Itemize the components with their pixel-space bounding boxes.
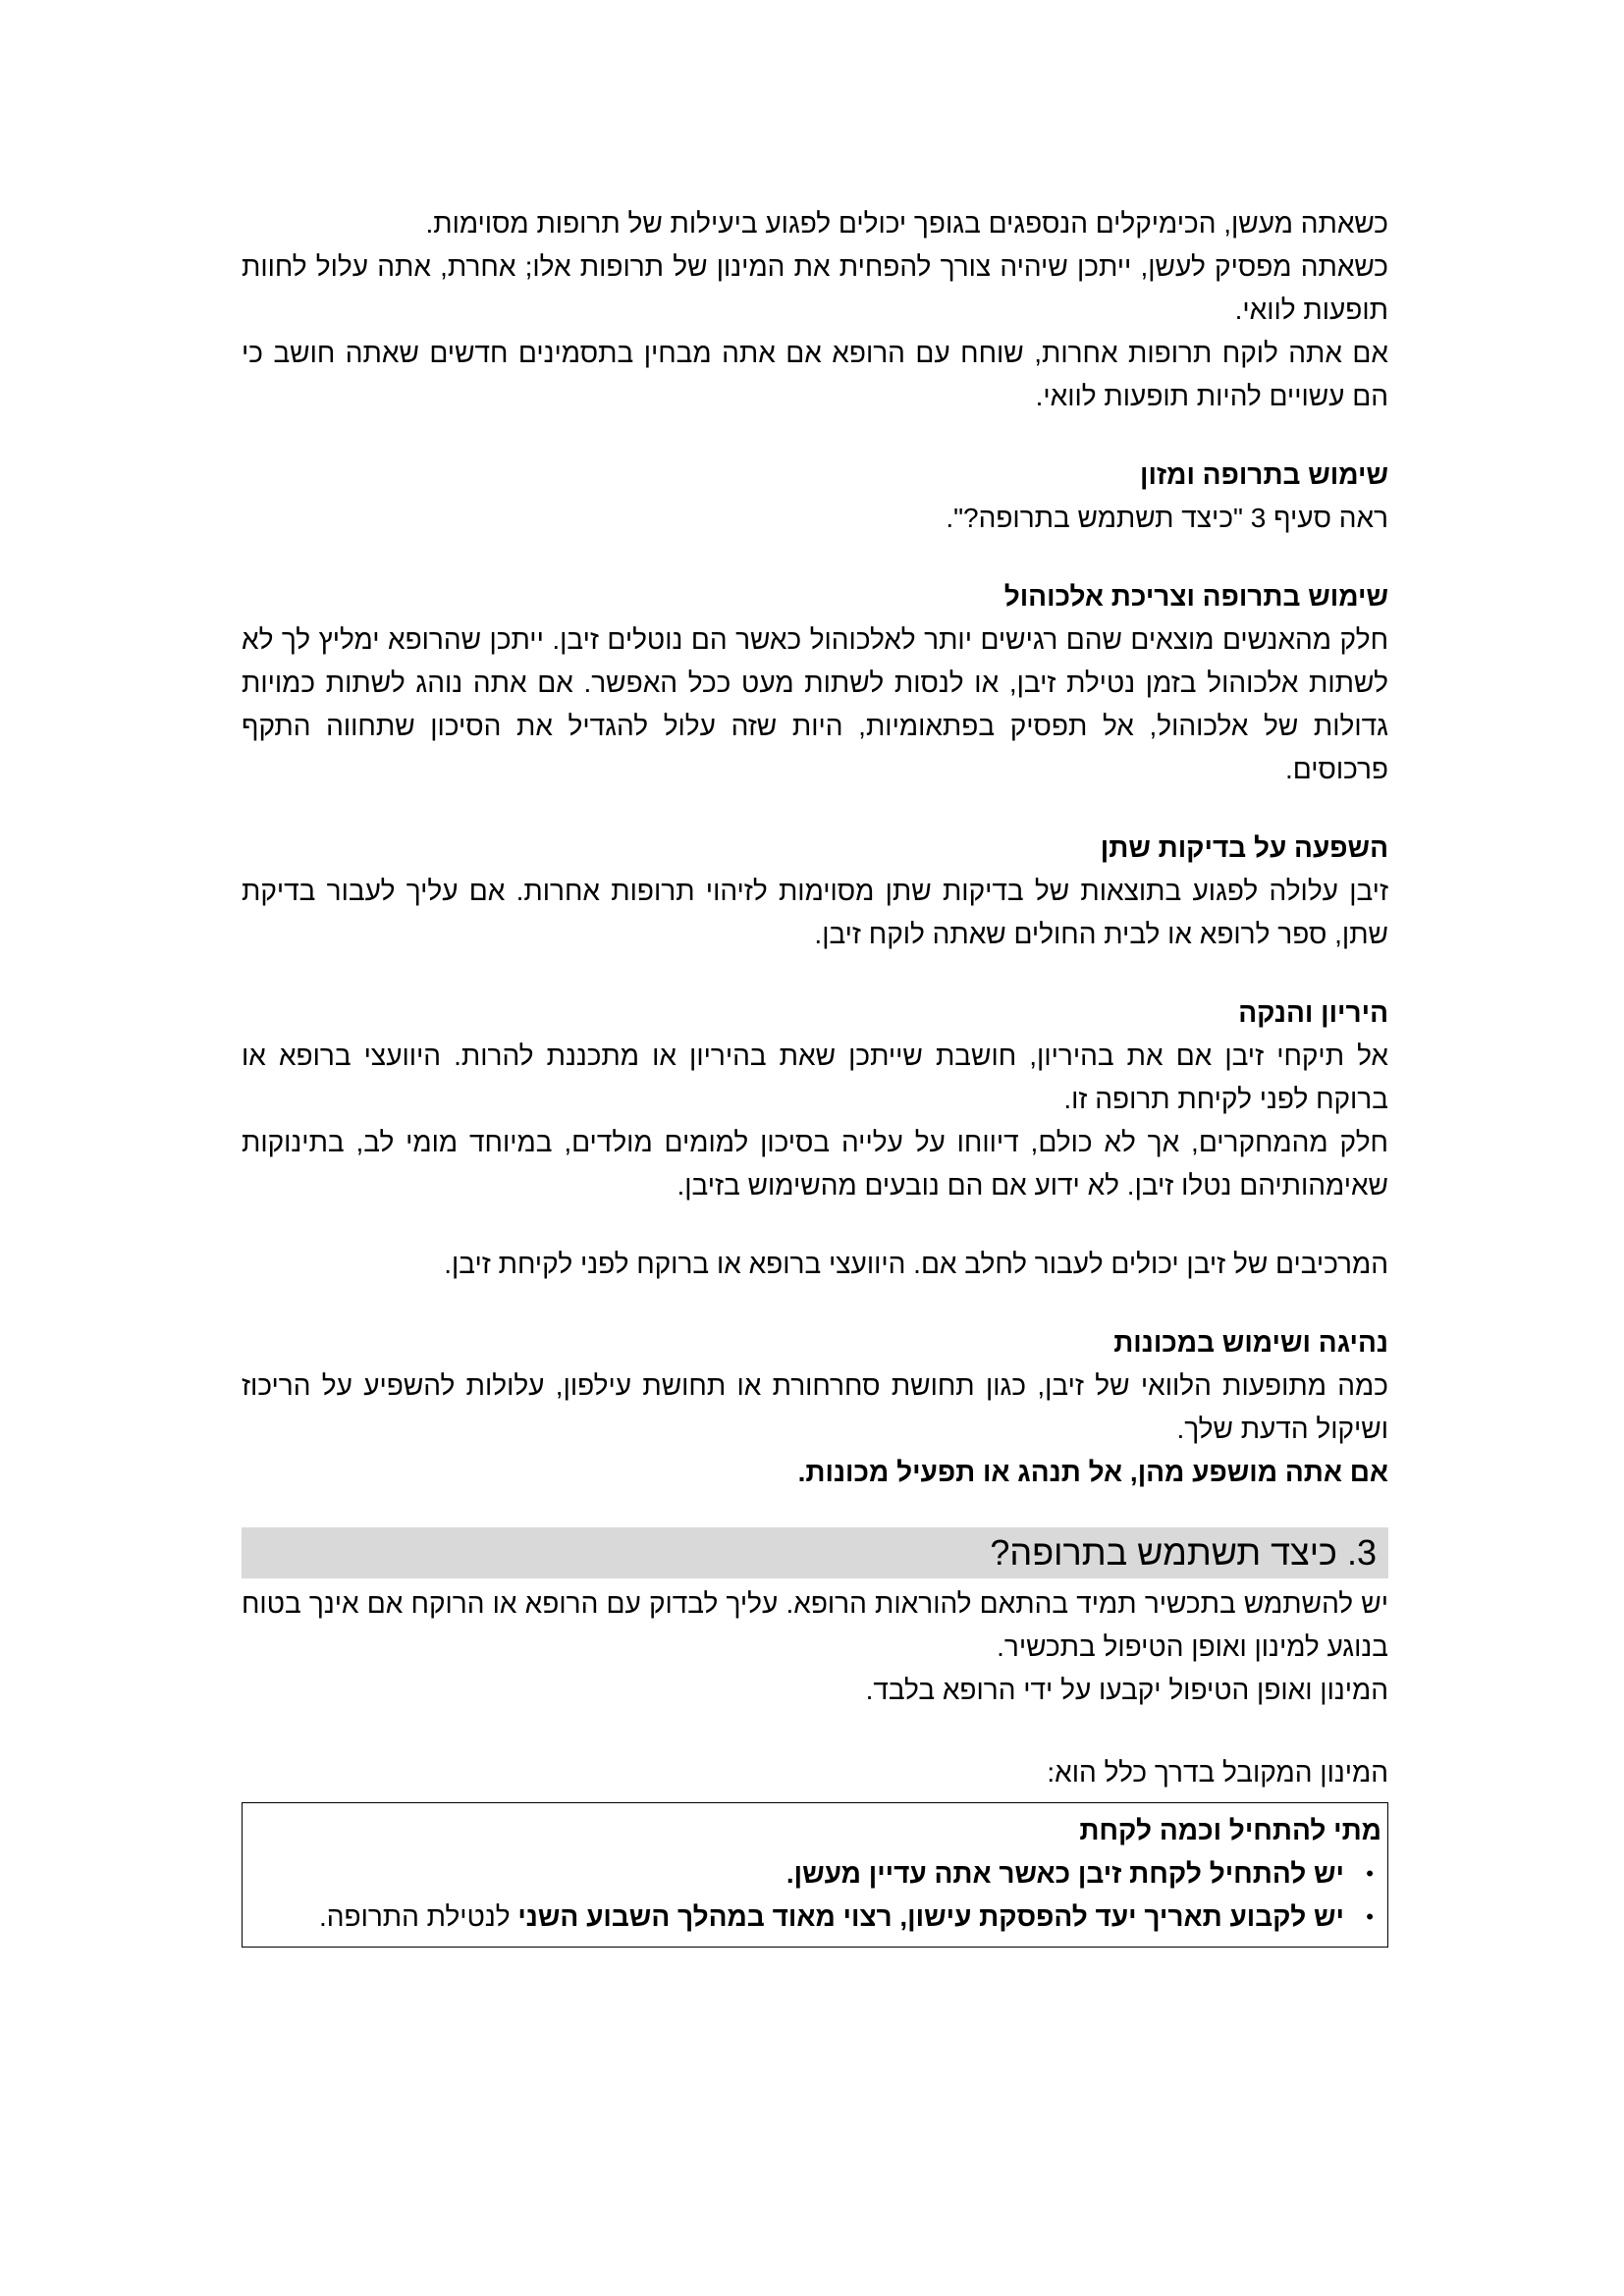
section-3-paragraph-1: יש להשתמש בתכשיר תמיד בהתאם להוראות הרופא. עליך לבדוק עם הרופא או הרוקח אם אינך בטוח בנוגע למינון ואופן הטיפול בתכשיר. <box>242 1588 1388 1662</box>
intro-paragraph-3: אם אתה לוקח תרופות אחרות, שוחח עם הרופא אם אתה מבחין בתסמינים חדשים שאתה חושב כי הם עשויים להיות תופעות לוואי. <box>242 338 1388 411</box>
driving-heading: נהיגה ושימוש במכונות <box>1113 1327 1388 1358</box>
dosage-item-2-rest: לנטילת התרופה. <box>318 1901 518 1932</box>
food-heading: שימוש בתרופה ומזון <box>1140 459 1388 490</box>
dosage-list <box>246 1852 1381 1939</box>
section-3-header <box>242 1527 1388 1578</box>
urine-test-heading: השפעה על בדיקות שתן <box>1100 832 1388 863</box>
food-text: ראה סעיף 3 "כיצד תשתמש בתרופה?". <box>946 503 1388 533</box>
section-3-title: 3. כיצד תשתמש בתרופה? <box>990 1532 1377 1573</box>
dosage-item-1: יש להתחיל לקחת זיבן כאשר אתה עדיין מעשן. <box>785 1858 1344 1889</box>
dosage-box <box>242 1802 1388 1948</box>
alcohol-text: חלק מהאנשים מוצאים שהם רגישים יותר לאלכוהול כאשר הם נוטלים זיבן. ייתכן שהרופא ימליץ לך לא לשתות אלכוהול בזמן נטילת זיבן, או לנסות לשתות מעט ככל האפשר. אם אתה נוהג לשתות כמויות גדולות של אלכוהול, אל תפסיק בפתאומיות, היות שזה עלול להגדיל את הסיכון שתחווה התקף פרכוסים. <box>242 624 1388 784</box>
pregnancy-heading: היריון והנקה <box>1238 997 1388 1028</box>
alcohol-heading: שימוש בתרופה וצריכת אלכוהול <box>1003 581 1388 612</box>
pregnancy-paragraph-2: חלק מהמחקרים, אך לא כולם, דיווחו על עלייה בסיכון למומים מולדים, במיוחד מומי לב, בתינוקות שאימהותיהם נטלו זיבן. לא ידוע אם הם נובעים מהשימוש בזיבן. <box>242 1127 1388 1201</box>
pregnancy-paragraph-1: אל תיקחי זיבן אם את בהיריון, חושבת שייתכן שאת בהיריון או מתכננת להרות. היוועצי ברופא או ברוקח לפני לקיחת תרופה זו. <box>242 1041 1388 1114</box>
pregnancy-paragraph-3: המרכיבים של זיבן יכולים לעבור לחלב אם. היוועצי ברופא או ברוקח לפני לקיחת זיבן. <box>444 1249 1388 1279</box>
list-item <box>246 1896 1381 1939</box>
driving-warning: אם אתה מושפע מהן, אל תנהג או תפעיל מכונות. <box>797 1457 1388 1487</box>
driving-text: כמה מתופעות הלוואי של זיבן, כגון תחושת סחרחורת או תחושת עילפון, עלולות להשפיע על הריכוז ושיקול הדעת שלך. <box>242 1370 1388 1444</box>
dosage-item-2-bold: יש לקבוע תאריך יעד להפסקת עישון, רצוי מאוד במהלך השבוע השני <box>517 1901 1344 1932</box>
intro-paragraph-1: כשאתה מעשן, הכימיקלים הנספגים בגופך יכולים לפגוע ביעילות של תרופות מסוימות. <box>425 208 1388 239</box>
document-page <box>242 202 1388 1948</box>
bullet-icon: • <box>1366 1904 1374 1929</box>
list-item <box>246 1852 1381 1896</box>
bullet-icon: • <box>1366 1861 1374 1886</box>
section-3-paragraph-2: המינון ואופן הטיפול יקבעו על ידי הרופא בלבד. <box>865 1675 1388 1705</box>
dosage-box-heading: מתי להתחיל וכמה לקחת <box>1079 1815 1381 1845</box>
intro-paragraph-2: כשאתה מפסיק לעשן, ייתכן שיהיה צורך להפחית את המינון של תרופות אלו; אחרת, אתה עלול לחוות תופעות לוואי. <box>242 251 1388 325</box>
urine-test-text: זיבן עלולה לפגוע בתוצאות של בדיקות שתן מסוימות לזיהוי תרופות אחרות. אם עליך לעבור בדיקת שתן, ספר לרופא או לבית החולים שאתה לוקח זיבן. <box>242 876 1388 949</box>
dose-intro: המינון המקובל בדרך כלל הוא: <box>1047 1757 1388 1788</box>
